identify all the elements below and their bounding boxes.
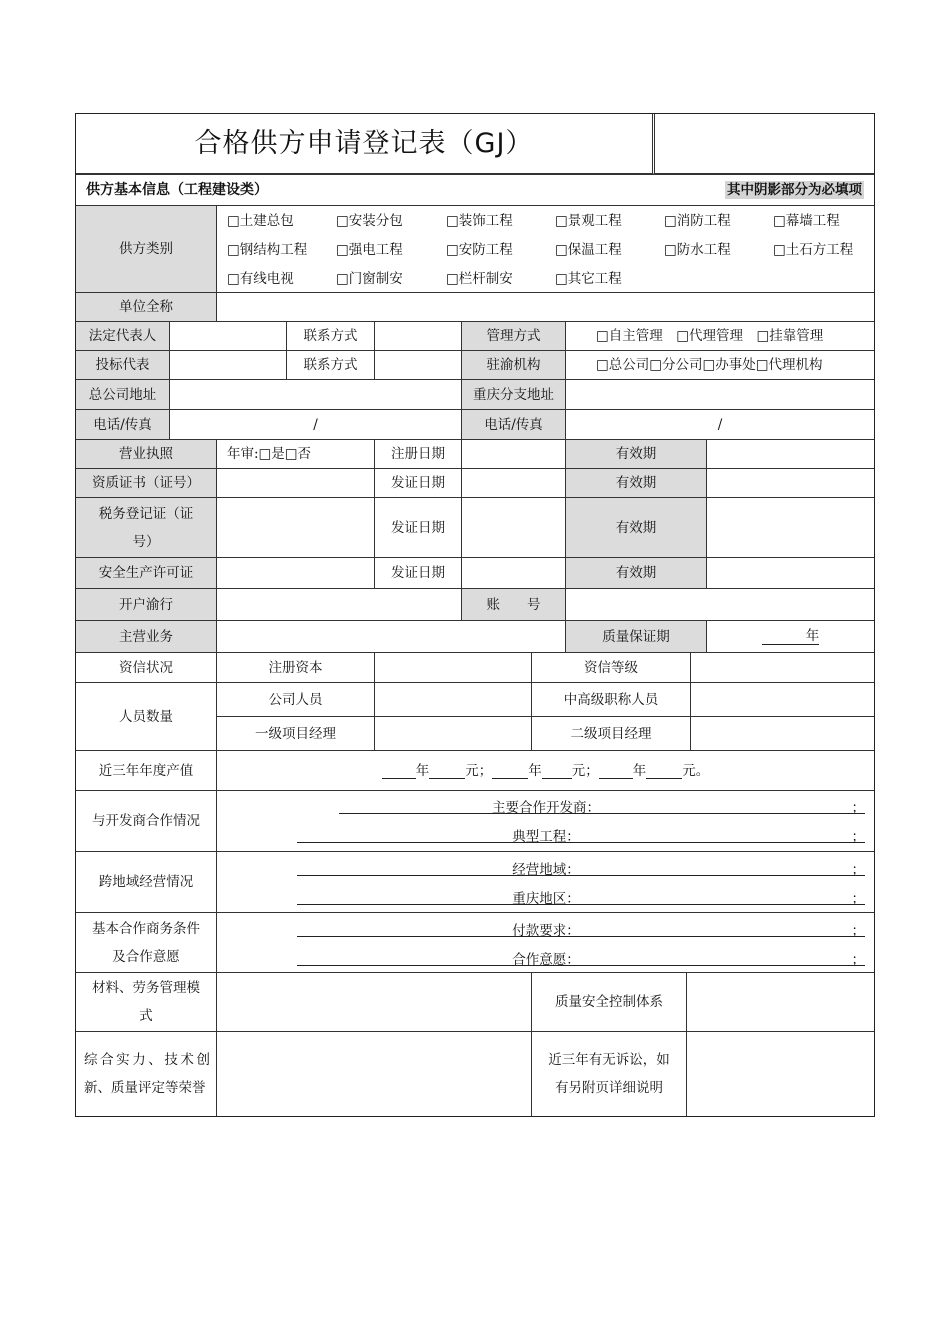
lawsuit-label: 近三年有无诉讼，如有另附页详细说明 xyxy=(532,1032,687,1116)
strength-field[interactable] xyxy=(217,1032,532,1116)
region-line[interactable] xyxy=(227,861,865,879)
category-option[interactable]: □防水工程 xyxy=(664,242,731,258)
agency-options[interactable]: □总公司□分公司□办事处□代理机构 xyxy=(566,351,874,380)
quality-system-field[interactable] xyxy=(687,973,874,1032)
cross-region-label: 跨地域经营情况 xyxy=(76,852,217,913)
validity-field-2[interactable] xyxy=(707,469,874,498)
validity-label-1: 有效期 xyxy=(566,440,707,469)
credit-status-label: 资信状况 xyxy=(76,653,217,683)
semicolon: ； xyxy=(851,952,865,968)
output-year-2: 年 xyxy=(528,762,542,779)
issue-date-field-1[interactable] xyxy=(462,469,566,498)
pm2-label: 二级项目经理 xyxy=(532,717,691,751)
bid-rep-label: 投标代表 xyxy=(76,351,170,380)
output-year-1: 年 xyxy=(415,762,430,779)
output-field[interactable] xyxy=(217,751,874,791)
category-option[interactable]: □强电工程 xyxy=(336,242,403,258)
semicolon: ； xyxy=(851,891,865,907)
region-label: 经营地域： xyxy=(512,862,580,878)
form-code-box xyxy=(655,114,874,174)
account-field[interactable] xyxy=(566,589,874,621)
quality-system-label: 质量安全控制体系 xyxy=(532,973,687,1032)
strength-label: 综合实力、技术创新、质量评定等荣誉 xyxy=(76,1032,217,1116)
contact-field-1[interactable] xyxy=(375,322,462,351)
biz-terms-field[interactable] xyxy=(217,913,874,973)
main-dev-line[interactable] xyxy=(227,799,865,817)
reg-capital-field[interactable] xyxy=(375,653,532,683)
legal-rep-field[interactable] xyxy=(170,322,287,351)
output-yuan-1: 元； xyxy=(465,762,493,779)
category-option[interactable]: □门窗制安 xyxy=(336,271,403,287)
output-yuan-2: 元； xyxy=(571,762,599,779)
pm2-field[interactable] xyxy=(691,717,874,751)
cross-region-field[interactable] xyxy=(217,852,874,913)
reg-date-label: 注册日期 xyxy=(375,440,462,469)
contact-label-2: 联系方式 xyxy=(287,351,375,380)
dev-coop-label: 与开发商合作情况 xyxy=(76,791,217,852)
validity-field-1[interactable] xyxy=(707,440,874,469)
typical-line[interactable] xyxy=(227,828,865,846)
form-title: 合格供方申请登记表（GJ） xyxy=(76,114,655,174)
dev-coop-field[interactable] xyxy=(217,791,874,852)
validity-field-3[interactable] xyxy=(707,498,874,558)
issue-date-label-2: 发证日期 xyxy=(375,498,462,558)
company-staff-field[interactable] xyxy=(375,683,532,717)
bid-rep-field[interactable] xyxy=(170,351,287,380)
validity-label-2: 有效期 xyxy=(566,469,707,498)
willing-label: 合作意愿： xyxy=(512,952,580,968)
main-business-label: 主营业务 xyxy=(76,621,217,653)
license-label: 营业执照 xyxy=(76,440,217,469)
reg-capital-label: 注册资本 xyxy=(217,653,375,683)
mgmt-mode-options[interactable]: □自主管理 □代理管理 □挂靠管理 xyxy=(566,322,874,351)
pm1-field[interactable] xyxy=(375,717,532,751)
category-grid xyxy=(217,206,874,293)
biz-terms-label: 基本合作商务条件及合作意愿 xyxy=(76,913,217,973)
account-label: 账 号 xyxy=(462,589,566,621)
pm1-label: 一级项目经理 xyxy=(217,717,375,751)
tel-fax-field-2[interactable]: / xyxy=(566,410,874,440)
validity-label-3: 有效期 xyxy=(566,498,707,558)
qualification-label: 资质证书（证号） xyxy=(76,469,217,498)
bank-label: 开户渝行 xyxy=(76,589,217,621)
required-note: 其中阴影部分为必填项 xyxy=(727,182,862,198)
category-option[interactable]: □幕墙工程 xyxy=(773,213,840,229)
staff-count-label: 人员数量 xyxy=(76,683,217,751)
unit-name-field[interactable] xyxy=(217,293,874,322)
senior-staff-label: 中高级职称人员 xyxy=(532,683,691,717)
payment-label: 付款要求： xyxy=(512,923,580,939)
output-year-3: 年 xyxy=(632,762,647,779)
semicolon: ； xyxy=(851,862,865,878)
senior-staff-field[interactable] xyxy=(691,683,874,717)
company-staff-label: 公司人员 xyxy=(217,683,375,717)
category-option[interactable]: □安装分包 xyxy=(336,213,403,229)
credit-level-field[interactable] xyxy=(691,653,874,683)
legal-rep-label: 法定代表人 xyxy=(76,322,170,351)
typical-label: 典型工程： xyxy=(512,829,580,845)
tax-cert-label: 税务登记证（证号） xyxy=(76,498,217,558)
semicolon: ； xyxy=(851,829,865,845)
contact-label-1: 联系方式 xyxy=(287,322,375,351)
validity-label-4: 有效期 xyxy=(566,558,707,589)
safety-permit-field[interactable] xyxy=(217,558,375,589)
issue-date-label-1: 发证日期 xyxy=(375,469,462,498)
safety-permit-label: 安全生产许可证 xyxy=(76,558,217,589)
hq-address-label: 总公司地址 xyxy=(76,380,170,410)
payment-line[interactable] xyxy=(227,922,865,940)
main-dev-label: 主要合作开发商： xyxy=(492,800,600,816)
credit-level-label: 资信等级 xyxy=(532,653,691,683)
validity-field-4[interactable] xyxy=(707,558,874,589)
category-option[interactable]: □其它工程 xyxy=(555,271,622,287)
cq-agency-label: 驻渝机构 xyxy=(462,351,566,380)
tel-fax-label-2: 电话/传真 xyxy=(462,410,566,440)
willing-line[interactable] xyxy=(227,951,865,969)
semicolon: ； xyxy=(851,923,865,939)
cq-address-field[interactable] xyxy=(566,380,874,410)
cq-region-line[interactable] xyxy=(227,890,865,908)
material-mode-field[interactable] xyxy=(217,973,532,1032)
category-options xyxy=(217,206,874,293)
main-business-field[interactable] xyxy=(217,621,566,653)
bank-field[interactable] xyxy=(217,589,462,621)
category-option[interactable]: □有线电视 xyxy=(227,271,294,287)
qualification-field[interactable] xyxy=(217,469,375,498)
section-header-text: 供方基本信息（工程建设类） xyxy=(86,182,268,198)
category-option[interactable]: □钢结构工程 xyxy=(227,242,308,258)
warranty-label: 质量保证期 xyxy=(566,621,707,653)
category-option[interactable]: □消防工程 xyxy=(664,213,731,229)
output-yuan-3: 元。 xyxy=(682,762,710,779)
semicolon: ； xyxy=(851,800,865,816)
section-header xyxy=(76,174,874,206)
category-option[interactable]: □栏杆制安 xyxy=(446,271,513,287)
warranty-field[interactable] xyxy=(707,621,874,653)
issue-date-label-3: 发证日期 xyxy=(375,558,462,589)
category-option[interactable]: □土石方工程 xyxy=(773,242,854,258)
category-option[interactable]: □景观工程 xyxy=(555,213,622,229)
issue-date-field-2[interactable] xyxy=(462,498,566,558)
contact-field-2[interactable] xyxy=(375,351,462,380)
supplier-registration-form xyxy=(75,113,875,1117)
warranty-unit: 年 xyxy=(805,627,820,644)
lawsuit-field[interactable] xyxy=(687,1032,874,1116)
hq-address-field[interactable] xyxy=(170,380,462,410)
cq-region-label: 重庆地区： xyxy=(512,891,580,907)
category-option[interactable]: □土建总包 xyxy=(227,213,294,229)
material-mode-label: 材料、劳务管理模式 xyxy=(76,973,217,1032)
issue-date-field-3[interactable] xyxy=(462,558,566,589)
reg-date-field[interactable] xyxy=(462,440,566,469)
category-option[interactable]: □安防工程 xyxy=(446,242,513,258)
output-label: 近三年年度产值 xyxy=(76,751,217,791)
mgmt-mode-label: 管理方式 xyxy=(462,322,566,351)
cq-address-label: 重庆分支地址 xyxy=(462,380,566,410)
unit-name-label: 单位全称 xyxy=(76,293,217,322)
tel-fax-field-1[interactable]: / xyxy=(170,410,462,440)
tel-fax-label-1: 电话/传真 xyxy=(76,410,170,440)
annual-review-options[interactable]: 年审:□是□否 xyxy=(217,440,375,469)
tax-cert-field[interactable] xyxy=(217,498,375,558)
category-option[interactable]: □保温工程 xyxy=(555,242,622,258)
category-label: 供方类别 xyxy=(76,206,217,293)
category-option[interactable]: □装饰工程 xyxy=(446,213,513,229)
